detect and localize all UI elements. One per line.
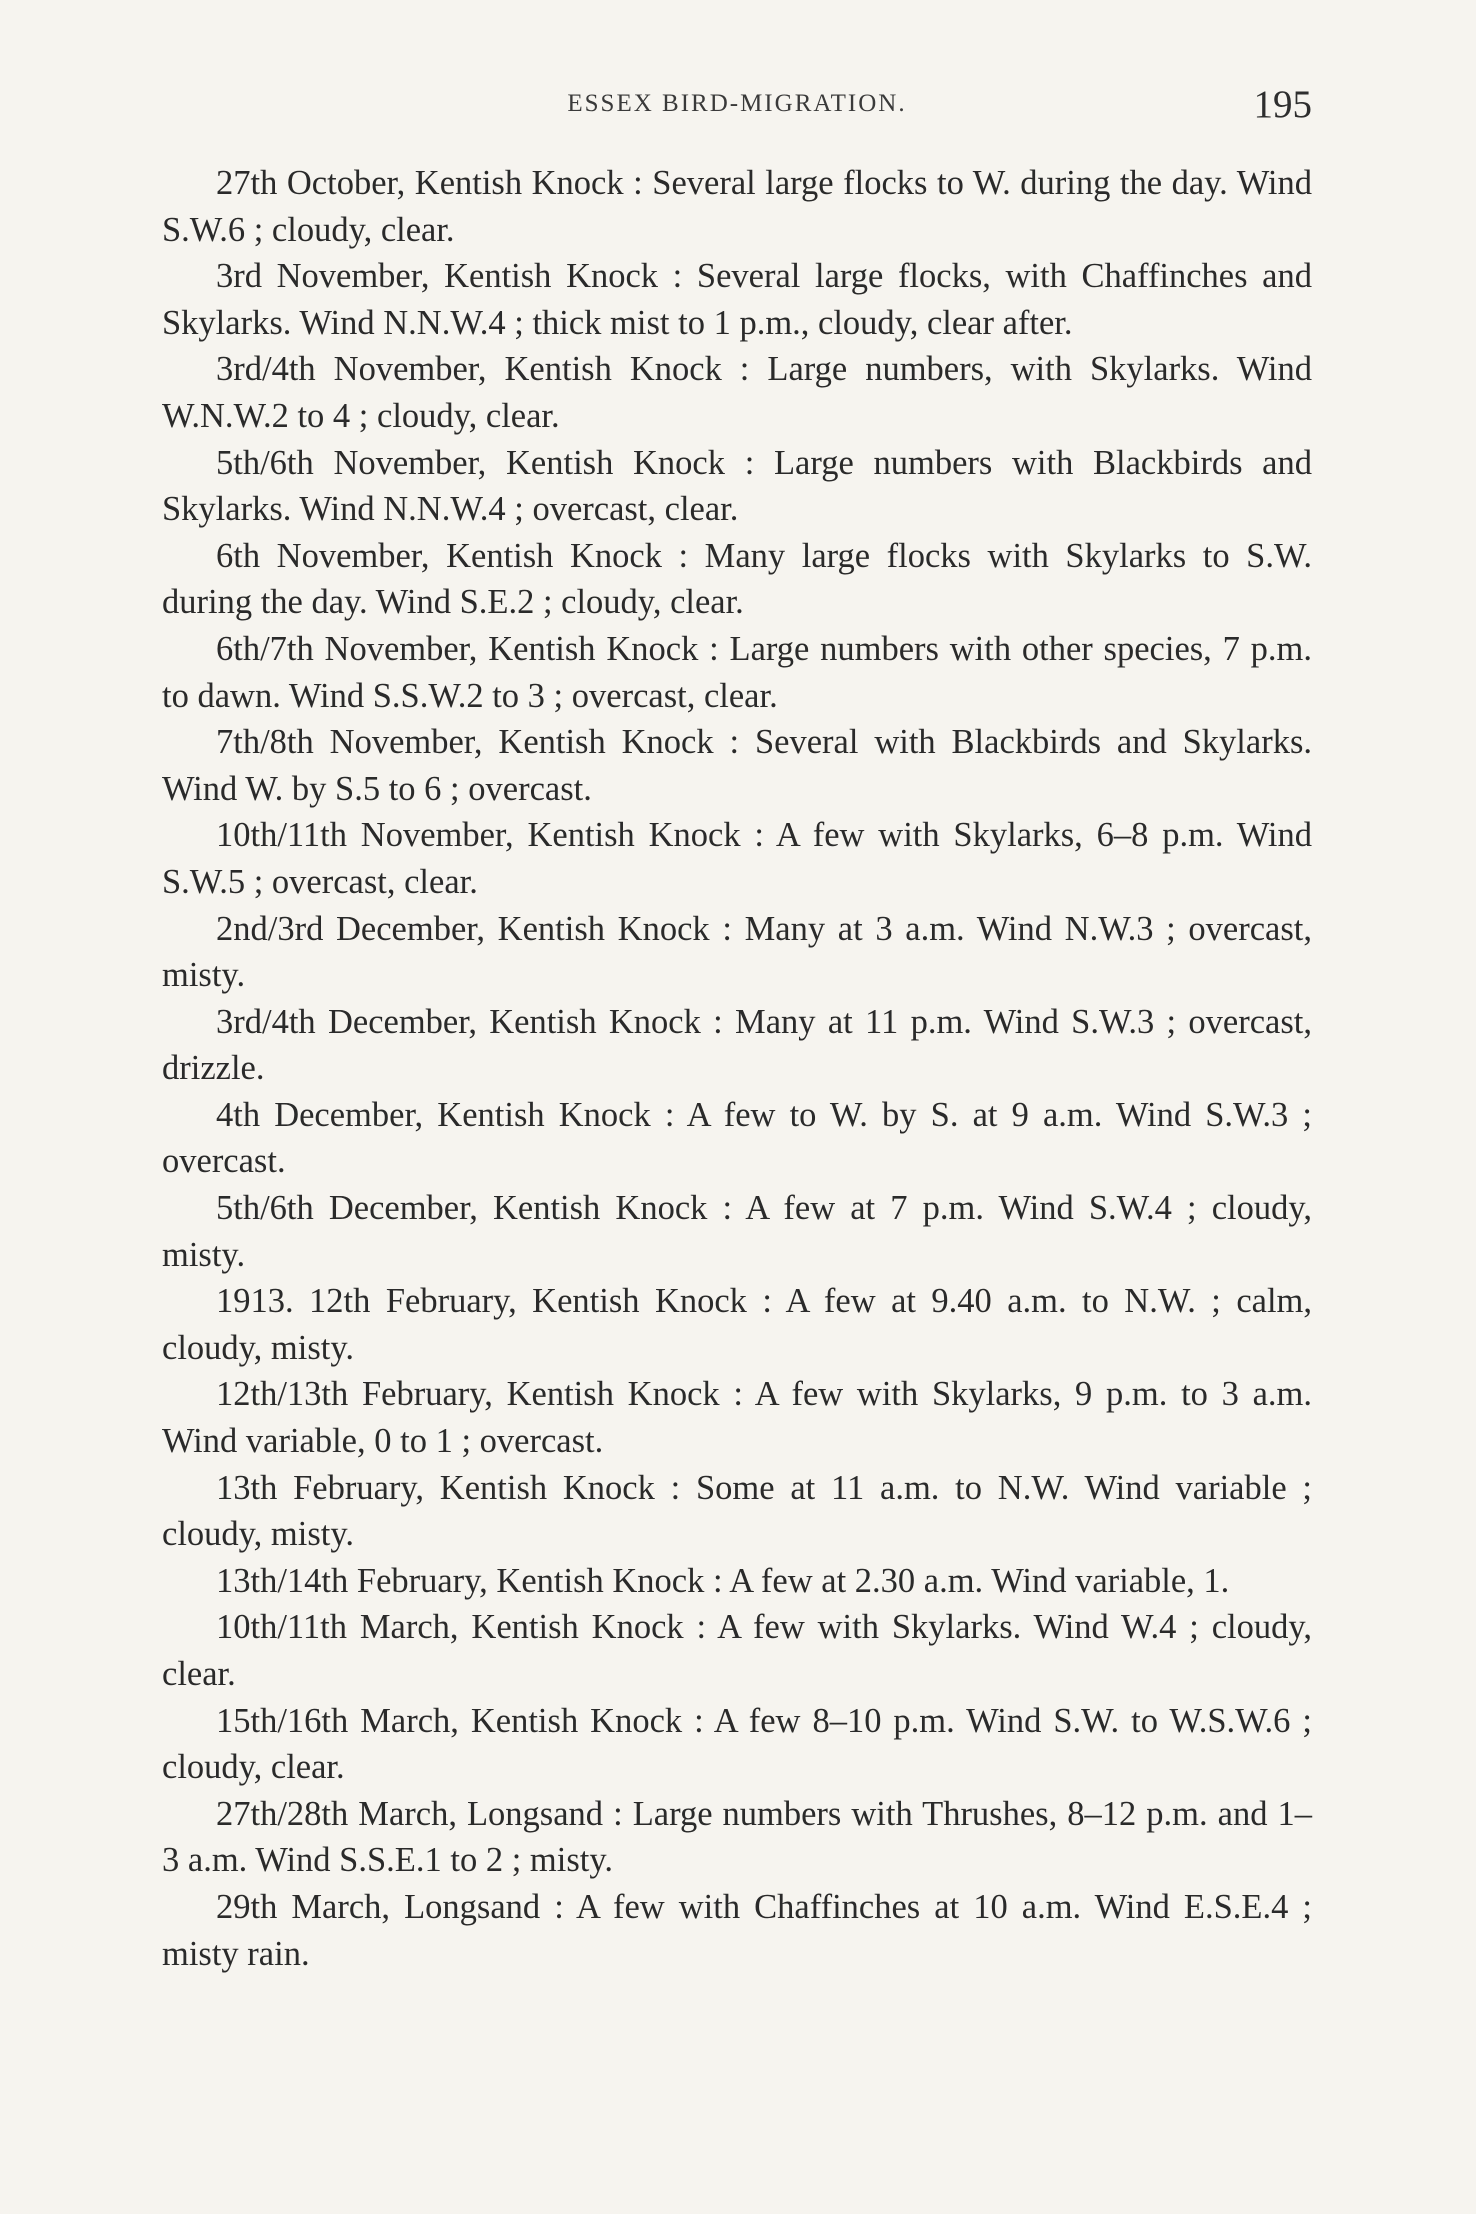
record-entry: 27th October, Kentish Knock : Several large flocks to W. during the day. Wind S.W.6 ; cloudy, clear. [162, 164, 1312, 249]
record-entry: 13th February, Kentish Knock : Some at 11 a.m. to N.W. Wind variable ; cloudy, misty. [162, 1468, 1312, 1554]
record-entry: 5th/6th December, Kentish Knock : A few at 7 p.m. Wind S.W.4 ; cloudy, misty. [162, 1189, 1312, 1274]
record-entry: 3rd/4th November, Kentish Knock : Large numbers, with Skylarks. Wind W.N.W.2 to 4 ; cloudy, clear. [162, 350, 1312, 435]
record-entry: 6th November, Kentish Knock : Many large flocks with Skylarks to S.W. during the day. Wind S.E.2 ; cloudy, clear. [162, 536, 1312, 622]
record-entry: 3rd November, Kentish Knock : Several large flocks, with Chaffinches and Skylarks. Wind N.N.W.4 ; thick mist to 1 p.m., cloudy, clear after. [162, 257, 1312, 342]
record-entry: 5th/6th November, Kentish Knock : Large numbers with Blackbirds and Skylarks. Wind N.N.W.4 ; overcast, clear. [162, 443, 1312, 529]
record-entry: 13th/14th February, Kentish Knock : A few at 2.30 a.m. Wind variable, 1. [216, 1561, 1230, 1600]
migration-records [162, 160, 1312, 1977]
page-number: 195 [1253, 83, 1312, 126]
record-entry: 7th/8th November, Kentish Knock : Several with Blackbirds and Skylarks. Wind W. by S.5 to 6 ; overcast. [162, 723, 1312, 808]
running-head: ESSEX BIRD-MIGRATION. [567, 90, 907, 117]
record-entry: 10th/11th November, Kentish Knock : A few with Skylarks, 6–8 p.m. Wind S.W.5 ; overcast, clear. [162, 816, 1312, 901]
record-entry: 15th/16th March, Kentish Knock : A few 8–10 p.m. Wind S.W. to W.S.W.6 ; cloudy, clear. [162, 1701, 1312, 1787]
record-entry: 3rd/4th December, Kentish Knock : Many at 11 p.m. Wind S.W.3 ; overcast, drizzle. [162, 1002, 1312, 1088]
record-entry: 12th/13th February, Kentish Knock : A few with Skylarks, 9 p.m. to 3 a.m. Wind variable, 0 to 1 ; overcast. [162, 1375, 1312, 1461]
record-entry: 6th/7th November, Kentish Knock : Large numbers with other species, 7 p.m. to dawn. Wind S.S.W.2 to 3 ; overcast, clear. [162, 629, 1312, 715]
record-entry: 10th/11th March, Kentish Knock : A few with Skylarks. Wind W.4 ; cloudy, clear. [162, 1608, 1312, 1693]
record-entry: 27th/28th March, Longsand : Large numbers with Thrushes, 8–12 p.m. and 1–3 a.m. Wind S.S.E.1 to 2 ; misty. [162, 1794, 1312, 1880]
page-header [162, 82, 1312, 132]
record-entry: 1913. 12th February, Kentish Knock : A few at 9.40 a.m. to N.W. ; calm, cloudy, misty. [162, 1282, 1312, 1367]
record-entry: 2nd/3rd December, Kentish Knock : Many at 3 a.m. Wind N.W.3 ; overcast, misty. [162, 909, 1312, 995]
record-entry: 4th December, Kentish Knock : A few to W. by S. at 9 a.m. Wind S.W.3 ; overcast. [162, 1095, 1312, 1181]
record-entry: 29th March, Longsand : A few with Chaffinches at 10 a.m. Wind E.S.E.4 ; misty rain. [162, 1887, 1312, 1973]
